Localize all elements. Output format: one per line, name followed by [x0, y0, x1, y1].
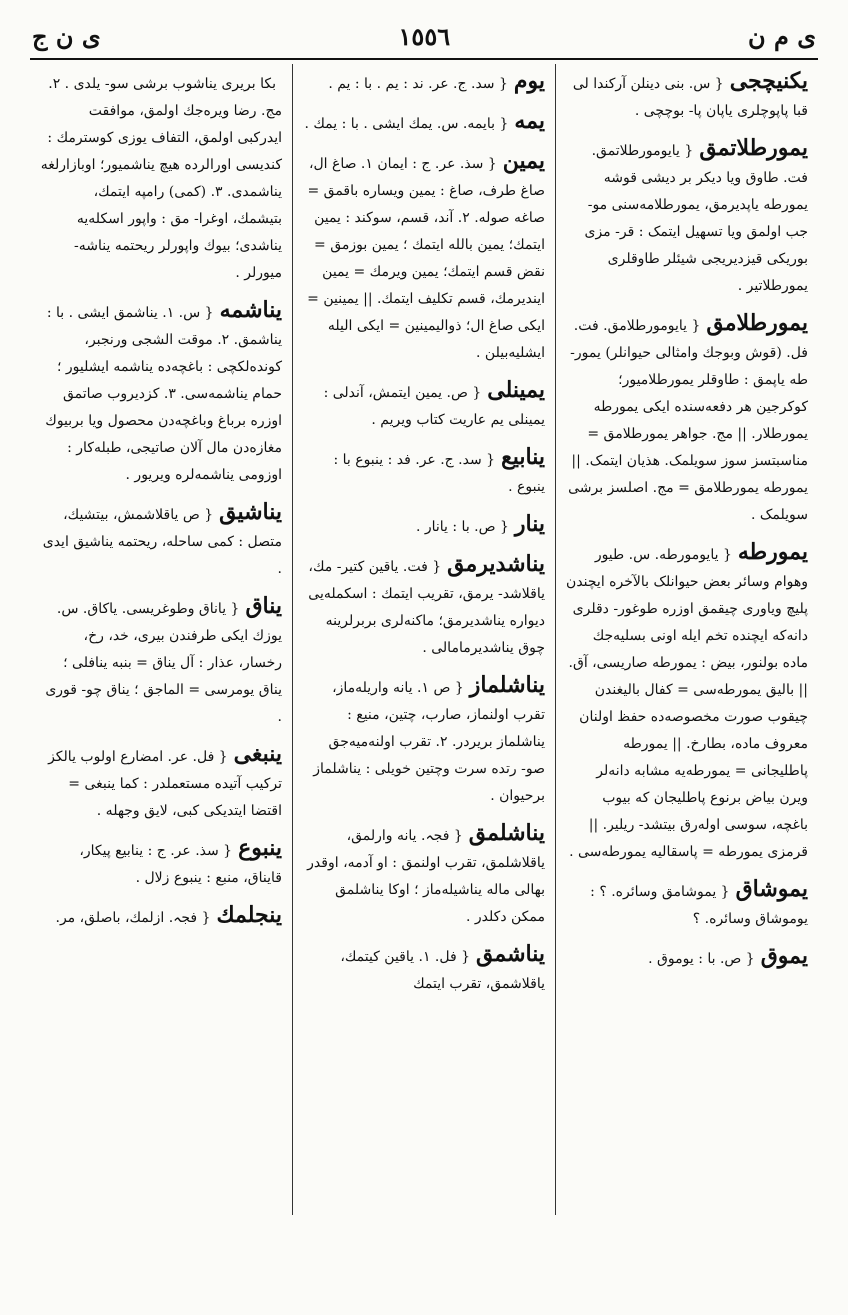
headword: یناق — [245, 593, 282, 619]
headword: ینبغی — [233, 741, 282, 767]
entry — [566, 310, 808, 529]
column-left — [30, 64, 293, 1215]
entry — [40, 499, 282, 583]
definition: { ص. با : یانار . — [415, 519, 509, 535]
definition: بکا بریری یناشوب برشی سو- یلدی . ٢. مج. رضا ویره‌جك اولمق، موافقت ایدرکبی اولمق، التفاف یوزی کوسترمك : کندیسی اورالرده هیچ یناشمیور؛ اوبازارلغه یناشمدی. ٣. (کمی) رامپه ایتمك، بتیشمك، اوغرا- مق : واپور اسکله‌یه یناشدی؛ بیوك واپورلر ریحتمه یناشه- میورلر . — [40, 76, 282, 281]
headword: یناشمه — [219, 297, 282, 323]
header-left-letters: ی ن ج — [32, 21, 101, 51]
headword: یناشلماز — [469, 672, 545, 698]
definition: { یایومورطه. س. طیور وهوام وسائر بعض حیوانلک بالآخره ایچندن پلیچ ویاوری چیقمق اوزره طوغور- دقلری دانه‌که ایچنده تخم ایله اونی بسلیه‌جك ماده بولنور، بیض : یمورطه صاریسی، آق. || بالیق یمورطه‌سی = کفال بالیغندن چیقوب صورت مخصوصه‌ده حفظ اولنان معروف ماده، بطارخ. || یمورطه پاطلیجانی = یمورطه‌یه مشابه دانه‌لر ویرن بیاض برنوع پاطلیجان که بیوب باغچه، سوسی اوله‌رق بیتشد- ریلیر. || قرمزی یمورطه = پاسقالیه یمورطه‌سی . — [566, 547, 808, 860]
definition: { س. ١. یناشمق ایشی . با : یناشمق. ٢. موقت الشجی ورنجبر، کونده‌لکچی : باغچه‌ده یناشمه ایشلیور ؛ حمام یناشمه‌سی. ٣. کزدیروب صاتمق اوزره برباغ وباغچه‌دن محصول ویا بربیوك مغازه‌دن مال آلان صاتیجی، طبله‌کار : اوزومی یناشمه‌لره ویریور . — [45, 305, 282, 483]
entry — [566, 943, 808, 973]
entry — [303, 941, 545, 998]
page-number: ١٥٥٦ — [398, 21, 451, 51]
definition: { ص. یمین ایتمش، آندلی : یمینلی یم عاریت کتاب ویریم . — [323, 385, 545, 428]
headword: ینار — [514, 511, 545, 537]
definition: { س. بنی دینلن آرکندا لی قبا پاپوچلری یاپان پا- بوچچی . — [572, 76, 808, 119]
headword: یمورطلامق — [706, 310, 808, 336]
definition: { فجہ. ازلمك، باصلق، مر. — [55, 910, 211, 926]
column-middle — [293, 64, 556, 1215]
entry — [566, 135, 808, 300]
entry — [40, 741, 282, 825]
definition: { ص یاقلاشمش، بیتشیك، متصل : کمی ساحله، ریحتمه یناشیق ایدی . — [42, 507, 282, 577]
entry — [40, 593, 282, 731]
headword: ینبوع — [238, 835, 282, 861]
definition: { یاناق وطوغریسی. یاکاق. س. یوزك ایکی طرفندن بیری، خد، رخ، رخسار، عذار : آل یناق = بنبه ینافلی ؛ یناق یومرسی = الماجق ؛ یناق چو- قوری . — [45, 601, 282, 725]
definition: { فل. ١. یاقین کیتمك، یاقلاشمق، تقرب ایتمك — [340, 949, 545, 992]
definition: { سد. ج. عر. فد : ینبوع با : ینبوع . — [333, 452, 545, 495]
headword: ینابیع — [501, 444, 545, 470]
headword: یکنیچجی — [729, 68, 808, 94]
page-header — [32, 18, 816, 54]
headword: یمه — [514, 108, 545, 134]
definition: { یایومورطلاتمق. فت. طاوق ویا دیکر بر دیشی قوشه یمورطه یاپدیرمق، یمورطلامه‌سنی مو- جب اولمق ویا تسهیل ایتمک : قر- مزی بوریکی قیزدیریجی شیئلر طاوقلری یمورطلاتیر . — [584, 143, 808, 294]
definition: { سذ. عر. ج : ایمان ١. صاغ ال، صاغ طرف، صاغ : یمین ویساره باقمق = صاغه صوله. ٢. آند، قسم، سوکند : یمین ایتمك؛ یمین بالله ایتمك ؛ یمین بوزمق = نقض قسم ایتمك؛ یمین ویرمك = یمین ایندیرمك، قسم تکلیف ایتمك. || یمینین = ایکی صاغ ال؛ ذوالیمینین = ایکی الیله ایشلیه‌بیلن . — [307, 156, 545, 361]
entry — [303, 108, 545, 138]
entry — [303, 511, 545, 541]
headword: یمورطلاتمق — [699, 135, 808, 161]
definition: { فجہ. یانه وارلمق، یاقلاشلمق، تقرب اولنمق : او آدمه، اوقدر بهالی ماله یناشیله‌ماز ؛ اوکا یناشلمق ممکن دکلدر . — [307, 828, 545, 925]
headword: یناشلمق — [468, 820, 545, 846]
definition: { سذ. عر. ج : ینابیع پیکار، قایناق، منبع : ینبوع زلال . — [79, 843, 282, 886]
definition: { بایمه. س. یمك ایشی . با : یمك . — [304, 116, 509, 132]
entry — [303, 672, 545, 810]
entry — [303, 377, 545, 434]
headword: یناشدیرمق — [447, 551, 545, 577]
definition: { یموشامق وسائره. ؟ : یوموشاق وسائره. ؟ — [590, 884, 808, 927]
entry — [303, 148, 545, 367]
headword: یمینلی — [487, 377, 545, 403]
entry — [566, 539, 808, 866]
definition: { یایومورطلامق. فت. فل. (قوش وبوجك وامثالی حیوانلر) یمور- طه یاپمق : طاوقلر یمورطلامیور؛ کوکرجین هر دفعه‌سنده ایکی یمورطه یمورطلار. || مج. جواهر یمورطلامق = مناسبتسز سوز سویلمک. هذیان ایتمک. || یمورطه یمورطلامق = مج. اصلسز برشی سویلمک . — [568, 318, 808, 523]
definition: { ص ١. یانه واریله‌ماز، تقرب اولنماز، صارب، چتین، منیع : یناشلماز بریردر. ٢. تقرب اولنه‌میه‌جق صو- رتده سرت وچتین خویلی : یناشلماز برحیوان . — [313, 680, 545, 804]
headword: یناشمق — [476, 941, 545, 967]
entry — [303, 444, 545, 501]
entry — [303, 820, 545, 931]
header-right-letters: ی م ن — [748, 21, 816, 51]
entry — [303, 68, 545, 98]
entry — [40, 902, 282, 932]
definition: { فل. عر. امضارع اولوب یالکز ترکیب آتیده مستعملدر : کما ینبغی = اقتضا ایتدیکی کبی، لایق وجهله . — [48, 749, 282, 819]
entry — [303, 551, 545, 662]
header-rule — [30, 58, 818, 60]
entry — [566, 68, 808, 125]
headword: یوم — [513, 68, 545, 94]
headword: یموق — [760, 943, 808, 969]
entry — [40, 68, 282, 287]
headword: ینجلمك — [216, 902, 282, 928]
headword: یمورطه — [737, 539, 808, 565]
definition: { سد. ج. عر. ند : یم . با : یم . — [328, 76, 508, 92]
entry — [566, 876, 808, 933]
column-right — [556, 64, 818, 1215]
columns — [30, 64, 818, 1215]
headword: یمین — [502, 148, 545, 174]
entry — [40, 835, 282, 892]
definition: { فت. یاقین کتیر- مك، یاقلاشد- یرمق، تقریب ایتمك : اسکمله‌یی دیواره یناشدیرمق؛ ماکنه‌لری بربرلرینه چوق یناشدیرمامالی . — [308, 559, 545, 656]
definition: { ص. با : یوموق . — [648, 951, 755, 967]
entry — [40, 297, 282, 489]
headword: یناشیق — [219, 499, 282, 525]
headword: یموشاق — [735, 876, 808, 902]
